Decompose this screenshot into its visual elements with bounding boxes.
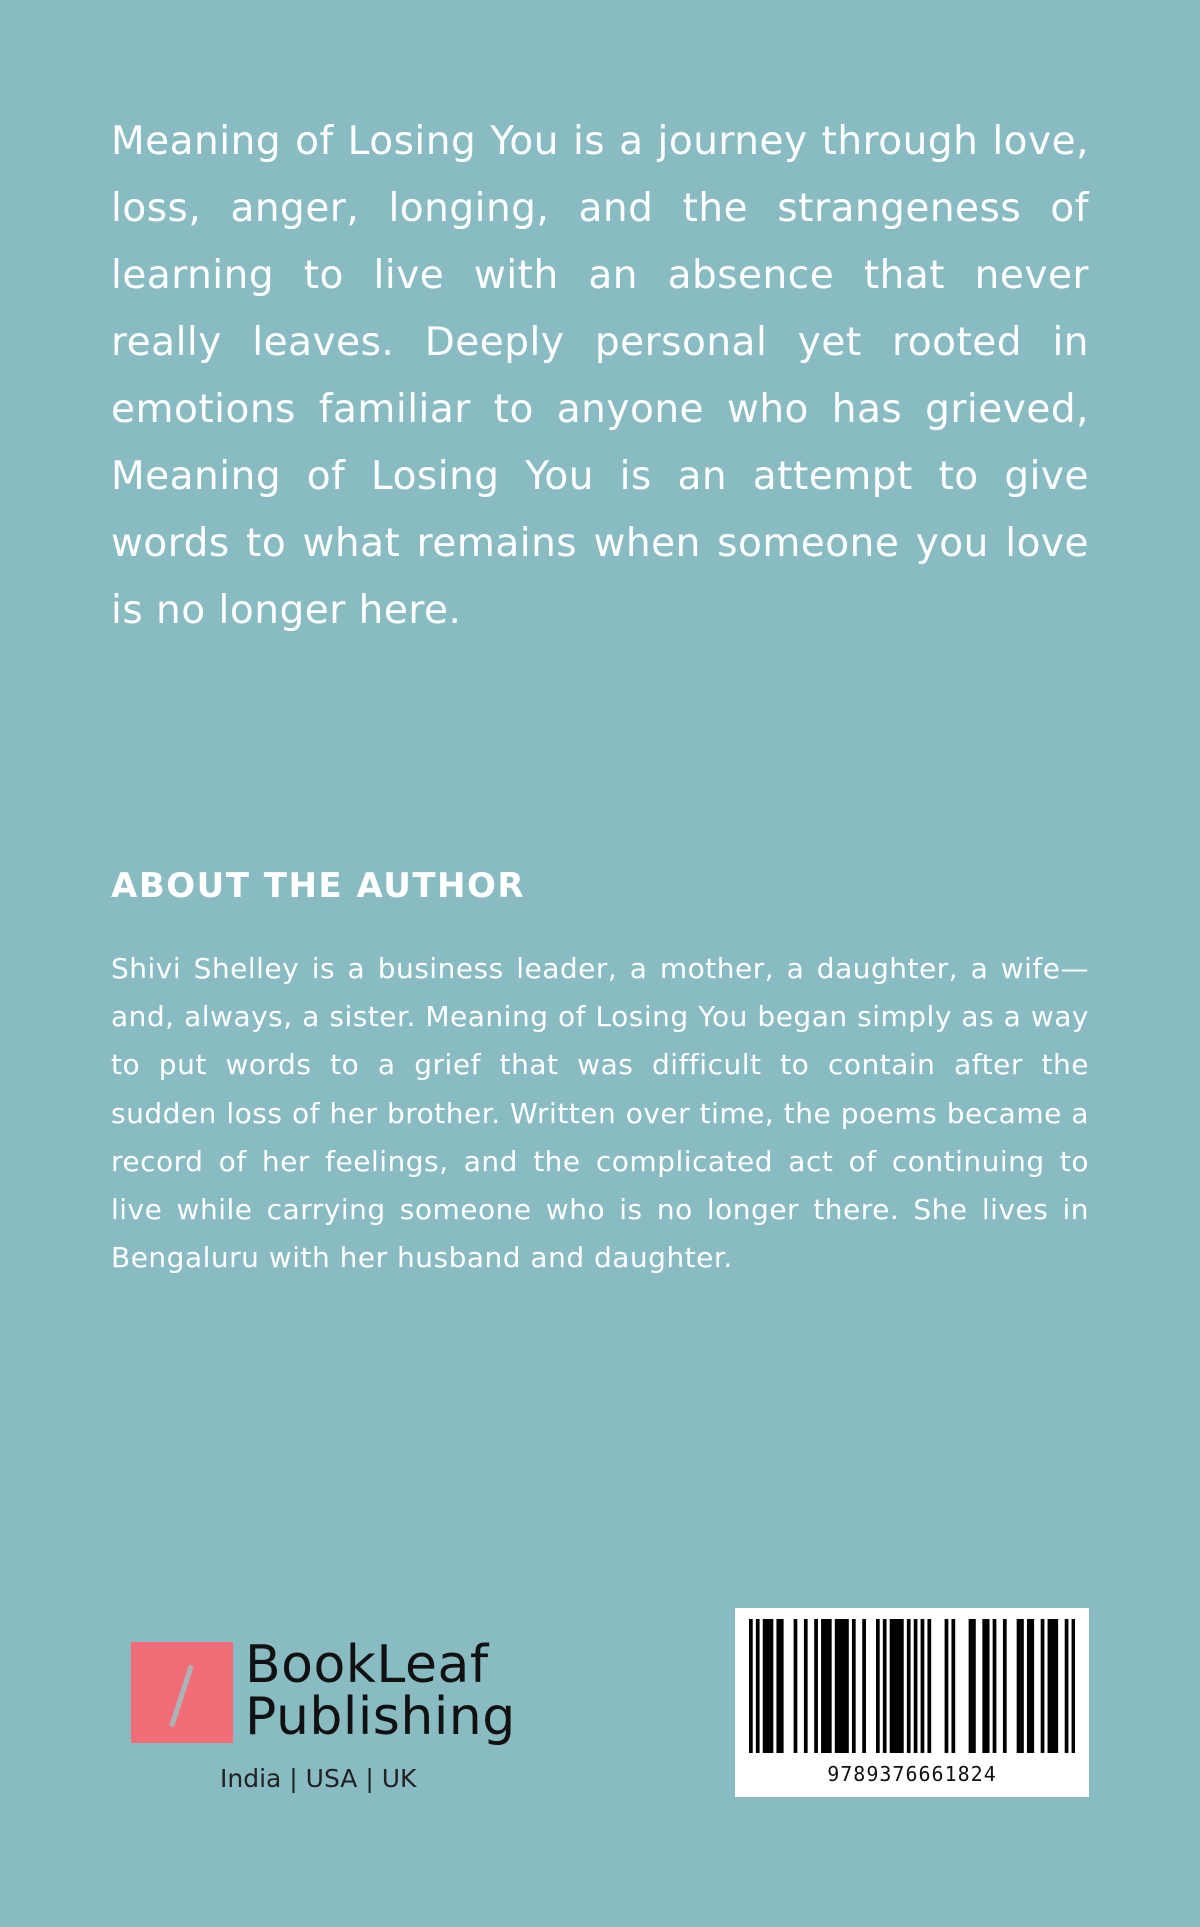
barcode-bar xyxy=(890,1619,894,1753)
barcode-bar xyxy=(780,1619,784,1753)
barcode-bar xyxy=(821,1619,825,1753)
barcode-bar xyxy=(794,1619,798,1753)
barcode-bar xyxy=(1030,1619,1034,1753)
book-blurb: Meaning of Losing You is a journey through love, loss, anger, longing, and the strangeness of learning to live with an absence that never really leaves. Deeply personal yet rooted in emotions familiar to anyone who has grieved, Meaning of Losing You is an attempt to give words to what remains when someone you love is no longer here. xyxy=(111,119,1089,633)
barcode-bar xyxy=(945,1619,949,1753)
barcode-bar xyxy=(900,1619,904,1753)
barcode-bar xyxy=(824,1619,828,1753)
publisher-regions: India | USA | UK xyxy=(220,1764,417,1793)
barcode-bar xyxy=(756,1619,760,1753)
barcode-bar xyxy=(1003,1619,1007,1753)
barcode-bar xyxy=(951,1619,955,1753)
barcode-bar xyxy=(969,1619,973,1753)
barcode-bar xyxy=(986,1619,990,1753)
barcode-bar xyxy=(982,1619,986,1753)
barcode-bar xyxy=(776,1619,780,1753)
barcode-bar xyxy=(1027,1619,1031,1753)
barcode-bar xyxy=(993,1619,997,1753)
barcode-bar xyxy=(835,1619,839,1753)
publisher-name-line2: Publishing xyxy=(245,1687,516,1747)
about-author-heading: ABOUT THE AUTHOR xyxy=(111,866,526,906)
barcode-bar xyxy=(1054,1619,1058,1753)
logo-slash-icon xyxy=(169,1665,194,1727)
barcode-bar xyxy=(907,1619,911,1753)
publisher-logo xyxy=(131,1635,516,1793)
barcode-bar xyxy=(845,1619,849,1753)
barcode-bar xyxy=(897,1619,901,1753)
barcode-bar xyxy=(914,1619,918,1753)
isbn-number: 9789376661824 xyxy=(827,1762,997,1786)
barcode-bar xyxy=(883,1619,887,1753)
barcode-bar xyxy=(1017,1619,1021,1753)
barcode-bar xyxy=(763,1619,767,1753)
barcode-bar xyxy=(921,1619,925,1753)
barcode-bar xyxy=(1048,1619,1052,1753)
barcode-bar xyxy=(927,1619,931,1753)
barcode-bars xyxy=(749,1619,1075,1753)
barcode-bar xyxy=(766,1619,770,1753)
barcode-bar xyxy=(852,1619,856,1753)
barcode-bar xyxy=(770,1619,774,1753)
logo-mark xyxy=(131,1642,233,1743)
barcode-bar xyxy=(838,1619,842,1753)
barcode-bar xyxy=(1051,1619,1055,1753)
barcode-bar xyxy=(893,1619,897,1753)
publisher-name-line1: BookLeaf xyxy=(245,1635,489,1695)
barcode-bar xyxy=(862,1619,866,1753)
barcode-bar xyxy=(814,1619,818,1753)
barcode-bar xyxy=(749,1619,753,1753)
isbn-barcode xyxy=(735,1608,1089,1797)
barcode-bar xyxy=(842,1619,846,1753)
barcode-bar xyxy=(1041,1619,1045,1753)
barcode-bar xyxy=(876,1619,880,1753)
barcode-bar xyxy=(804,1619,808,1753)
author-bio: Shivi Shelley is a business leader, a mother, a daughter, a wife—and, always, a sister. Meaning of Losing You began simply as a way to put words to a grief that was difficult to contain after the sudden loss of her brother. Written over time, the poems became a record of her feelings, and the complicated act of continuing to live while carrying someone who is no longer there. She lives in Bengaluru with her husband and daughter. xyxy=(111,952,1089,1275)
barcode-bar xyxy=(972,1619,976,1753)
barcode-bar xyxy=(1020,1619,1024,1753)
barcode-bar xyxy=(828,1619,832,1753)
barcode-bar xyxy=(1072,1619,1075,1753)
barcode-bar xyxy=(1065,1619,1069,1753)
